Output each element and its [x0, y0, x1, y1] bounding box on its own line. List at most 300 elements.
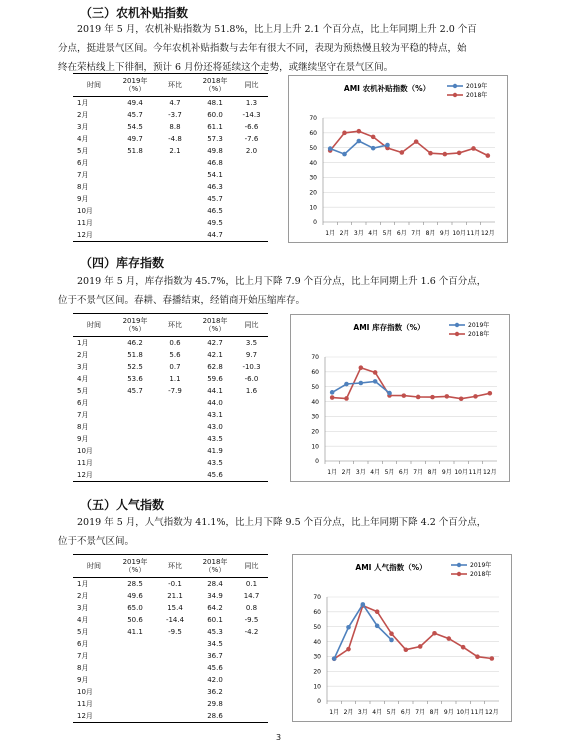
y-tick-label: 10: [311, 443, 319, 451]
x-tick-label: 7月: [411, 230, 422, 237]
table-cell: [155, 193, 195, 205]
table-cell: [155, 409, 195, 421]
table-row: [73, 205, 268, 217]
table-cell: 10月: [77, 447, 93, 455]
section-heading: （四）库存指数: [80, 256, 165, 270]
x-tick-label: 3月: [355, 469, 366, 476]
table-cell: 1.3: [245, 99, 258, 107]
table-cell: 46.8: [207, 159, 223, 167]
table-cell: [155, 217, 195, 229]
table-cell: 45.7: [127, 387, 143, 395]
legend-marker: [457, 572, 461, 576]
chart-frame: [290, 314, 510, 482]
x-tick-label: 8月: [425, 230, 436, 237]
table-row: [73, 217, 268, 229]
table-cell: 60.1: [207, 616, 223, 624]
table-row: [73, 638, 268, 650]
y-tick-label: 60: [311, 369, 319, 377]
table-cell: -0.1: [168, 580, 182, 588]
table-cell: [235, 397, 268, 409]
x-tick-label: 7月: [415, 709, 426, 716]
table-cell: [235, 686, 268, 698]
table-cell: 2月: [77, 111, 89, 119]
data-point: [373, 379, 378, 384]
data-point: [447, 636, 452, 641]
column-header: 2019年 （%）: [122, 317, 148, 333]
y-tick-label: 0: [317, 698, 321, 706]
table-cell: -6.0: [244, 375, 259, 383]
data-table: [73, 73, 268, 242]
table-cell: 46.2: [127, 339, 143, 347]
series-line: [334, 604, 391, 658]
x-tick-label: 10月: [452, 230, 466, 237]
data-point: [385, 143, 390, 148]
x-tick-label: 2月: [341, 469, 352, 476]
table-cell: 52.5: [127, 363, 143, 371]
table-cell: [235, 433, 268, 445]
legend-label: 2019年: [466, 83, 488, 91]
data-point: [375, 609, 380, 614]
section-paragraph: [58, 513, 518, 551]
table-cell: 4月: [77, 135, 89, 143]
table-cell: 28.5: [127, 580, 143, 588]
series-line: [330, 131, 488, 155]
table-cell: 6月: [77, 640, 89, 648]
table-cell: 51.8: [127, 147, 143, 155]
y-tick-label: 20: [313, 668, 321, 676]
column-header: 环比: [168, 321, 182, 329]
column-header: 时间: [87, 81, 101, 89]
data-point: [402, 393, 407, 398]
table-cell: 42.1: [207, 351, 223, 359]
chart-title: AMI 人气指数（%）: [355, 563, 427, 572]
table-row: [73, 590, 268, 602]
x-tick-label: 7月: [413, 469, 424, 476]
table-cell: 49.4: [127, 99, 143, 107]
y-tick-label: 60: [313, 609, 321, 617]
column-header: 2019年 （%）: [122, 558, 148, 574]
table-cell: 43.1: [207, 411, 223, 419]
table-cell: 5.6: [169, 351, 181, 359]
data-point: [443, 152, 448, 157]
x-tick-label: 11月: [468, 469, 483, 476]
table-cell: -6.6: [244, 123, 259, 131]
data-point: [414, 139, 419, 144]
table-cell: 8月: [77, 183, 89, 191]
table-cell: 8月: [77, 664, 89, 672]
table-cell: 11月: [77, 700, 93, 708]
table-cell: 43.5: [207, 435, 223, 443]
paragraph-line: 位于不景气区间。春耕、春播结束，经销商开始压缩库存。: [58, 295, 306, 306]
table-cell: 45.6: [207, 664, 223, 672]
table-cell: 1月: [77, 580, 89, 588]
paragraph-line: 2019 年 5 月，农机补贴指数为 51.8%，比上月上升 2.1 个百分点，比上年同期上升 2.0 个百: [77, 24, 477, 35]
table-cell: [155, 421, 195, 433]
table-row: [73, 686, 268, 698]
table-cell: 62.8: [207, 363, 223, 371]
x-tick-label: 4月: [370, 469, 381, 476]
table-header-row: [73, 74, 268, 97]
table-cell: [115, 205, 155, 217]
table-cell: -10.3: [242, 363, 261, 371]
table-cell: 28.4: [207, 580, 223, 588]
table-cell: 9月: [77, 435, 89, 443]
section-heading: （五）人气指数: [80, 498, 165, 512]
y-tick-label: 70: [311, 354, 319, 362]
table-cell: 49.7: [127, 135, 143, 143]
paragraph-line: 分点，挺进景气区间。今年农机补贴指数与去年有很大不同，表现为预热慢且较为平稳的特点，始: [58, 43, 467, 54]
table-cell: [115, 445, 155, 457]
table-row: [73, 181, 268, 193]
column-header: 时间: [87, 321, 101, 329]
table-cell: [115, 409, 155, 421]
table-cell: 54.1: [207, 171, 223, 179]
table-cell: 7月: [77, 411, 89, 419]
column-header: 时间: [87, 562, 101, 570]
table-cell: 7月: [77, 171, 89, 179]
y-tick-label: 10: [313, 683, 321, 691]
table-row: [73, 445, 268, 457]
table-cell: 1.6: [245, 387, 258, 395]
table-cell: [155, 181, 195, 193]
table-cell: 45.6: [207, 471, 223, 479]
table-cell: [115, 698, 155, 710]
x-tick-label: 1月: [329, 709, 340, 716]
table-cell: [115, 217, 155, 229]
x-tick-label: 12月: [483, 469, 497, 476]
y-tick-label: 0: [313, 219, 317, 227]
table-cell: 11月: [77, 219, 93, 227]
table-cell: 9月: [77, 195, 89, 203]
table-row: [73, 229, 268, 242]
data-point: [457, 151, 462, 156]
table-cell: 21.1: [167, 592, 183, 600]
table-cell: [155, 638, 195, 650]
data-point: [344, 396, 349, 401]
table-cell: -3.7: [168, 111, 182, 119]
table-cell: [155, 205, 195, 217]
table-cell: [235, 421, 268, 433]
table-cell: 4月: [77, 616, 89, 624]
table-row: [73, 469, 268, 482]
data-point: [400, 150, 405, 155]
table-cell: [115, 421, 155, 433]
table-cell: [115, 650, 155, 662]
table-cell: 5月: [77, 147, 89, 155]
chart-frame: [292, 554, 512, 722]
table-cell: 45.7: [207, 195, 223, 203]
table-cell: 46.3: [207, 183, 223, 191]
x-tick-label: 1月: [325, 230, 336, 237]
y-tick-label: 50: [313, 623, 321, 631]
table-cell: 6月: [77, 399, 89, 407]
table-cell: 1月: [77, 99, 89, 107]
column-header: 同比: [244, 321, 259, 329]
table-row: [73, 433, 268, 445]
legend-label: 2019年: [470, 562, 492, 570]
table-row: [73, 457, 268, 469]
table-cell: [155, 433, 195, 445]
table-cell: [235, 217, 268, 229]
table-cell: [155, 229, 195, 242]
data-point: [490, 656, 495, 661]
data-point: [342, 131, 347, 136]
table-cell: 6月: [77, 159, 89, 167]
column-header: 2018年 （%）: [202, 317, 228, 333]
table-cell: 61.1: [207, 123, 223, 131]
table-cell: 2月: [77, 351, 89, 359]
data-point: [346, 625, 351, 630]
table-cell: [235, 674, 268, 686]
table-cell: 28.6: [207, 712, 223, 720]
table-cell: 3月: [77, 123, 89, 131]
x-tick-label: 4月: [368, 230, 379, 237]
table-cell: [155, 457, 195, 469]
table-cell: 46.5: [207, 207, 223, 215]
table-cell: [155, 674, 195, 686]
table-cell: 49.6: [127, 592, 143, 600]
table-cell: 15.4: [167, 604, 183, 612]
table-cell: [235, 650, 268, 662]
y-tick-label: 30: [309, 174, 317, 182]
table-row: [73, 421, 268, 433]
table-cell: 4月: [77, 375, 89, 383]
legend-label: 2018年: [470, 571, 492, 579]
x-tick-label: 6月: [398, 469, 409, 476]
table-row: [73, 674, 268, 686]
paragraph-line: 2019 年 5 月，库存指数为 45.7%，比上月下降 7.9 个百分点，比上年同期上升 1.6 个百分点，: [77, 276, 487, 287]
table-cell: [155, 469, 195, 482]
table-cell: 8.8: [169, 123, 181, 131]
table-cell: 44.1: [207, 387, 223, 395]
table-cell: [235, 638, 268, 650]
table-cell: -14.4: [165, 616, 185, 624]
table-cell: [235, 193, 268, 205]
x-tick-label: 5月: [386, 709, 397, 716]
table-row: [73, 662, 268, 674]
table-cell: 2.0: [245, 147, 258, 155]
data-point: [330, 395, 335, 400]
x-tick-label: 1月: [327, 469, 338, 476]
y-tick-label: 70: [309, 115, 317, 123]
table-cell: 51.8: [127, 351, 143, 359]
table-cell: [155, 445, 195, 457]
table-header-row: [73, 314, 268, 337]
table-cell: [115, 710, 155, 723]
data-point: [344, 382, 349, 387]
table-cell: -4.2: [244, 628, 259, 636]
table-row: [73, 193, 268, 205]
x-tick-label: 6月: [400, 709, 411, 716]
table-cell: [115, 686, 155, 698]
table-cell: 44.7: [207, 231, 223, 239]
table-cell: [115, 181, 155, 193]
table-cell: 4.7: [169, 99, 181, 107]
data-point: [432, 631, 437, 636]
table-cell: [155, 698, 195, 710]
table-cell: 7月: [77, 652, 89, 660]
x-tick-label: 10月: [454, 469, 468, 476]
table-cell: 41.1: [127, 628, 143, 636]
table-cell: 1.1: [169, 375, 181, 383]
data-point: [418, 644, 423, 649]
column-header: 环比: [168, 81, 182, 89]
legend-label: 2019年: [468, 322, 490, 330]
table-cell: [235, 409, 268, 421]
table-row: [73, 698, 268, 710]
table-cell: [115, 662, 155, 674]
x-tick-label: 2月: [343, 709, 354, 716]
legend-marker: [455, 323, 459, 327]
table-cell: 49.5: [207, 219, 223, 227]
data-point: [430, 395, 435, 400]
data-point: [488, 391, 493, 396]
data-point: [359, 381, 364, 386]
x-tick-label: 5月: [384, 469, 395, 476]
table-cell: 45.3: [207, 628, 223, 636]
y-tick-label: 20: [311, 428, 319, 436]
legend-marker: [455, 332, 459, 336]
y-tick-label: 0: [315, 458, 319, 466]
data-point: [389, 638, 394, 643]
table-row: [73, 361, 268, 373]
column-header: 同比: [244, 562, 259, 570]
data-point: [459, 396, 464, 401]
table-cell: 64.2: [207, 604, 223, 612]
table-cell: [155, 650, 195, 662]
table-cell: 2月: [77, 592, 89, 600]
data-point: [375, 624, 380, 629]
data-point: [371, 135, 376, 140]
table-cell: 43.0: [207, 423, 223, 431]
x-tick-label: 2月: [339, 230, 350, 237]
table-row: [73, 650, 268, 662]
x-tick-label: 12月: [485, 709, 499, 716]
legend-marker: [453, 84, 457, 88]
table-cell: 54.5: [127, 123, 143, 131]
x-tick-label: 8月: [429, 709, 440, 716]
table-cell: 5月: [77, 628, 89, 636]
column-header: 2018年 （%）: [202, 558, 228, 574]
table-cell: 34.9: [207, 592, 223, 600]
y-tick-label: 10: [309, 204, 317, 212]
table-row: [73, 109, 268, 121]
table-cell: 0.7: [169, 363, 181, 371]
x-tick-label: 9月: [441, 469, 452, 476]
paragraph-line: 2019 年 5 月，人气指数为 41.1%，比上月下降 9.5 个百分点，比上年同期下降 4.2 个百分点，: [77, 517, 487, 528]
data-table: [73, 554, 268, 723]
table-row: [73, 397, 268, 409]
column-header: 2019年 （%）: [122, 77, 148, 93]
data-point: [328, 146, 333, 151]
data-point: [371, 146, 376, 151]
table-cell: [115, 397, 155, 409]
table-cell: 10月: [77, 688, 93, 696]
table-cell: [115, 469, 155, 482]
table-cell: [155, 662, 195, 674]
table-cell: 5月: [77, 387, 89, 395]
table-row: [73, 133, 268, 145]
x-tick-label: 9月: [443, 709, 454, 716]
table-cell: [235, 710, 268, 723]
table-cell: 8月: [77, 423, 89, 431]
table-cell: 44.0: [207, 399, 223, 407]
table-cell: [115, 457, 155, 469]
y-tick-label: 40: [313, 638, 321, 646]
table-row: [73, 97, 268, 110]
column-header: 2018年 （%）: [202, 77, 228, 93]
table-cell: 49.8: [207, 147, 223, 155]
table-cell: -7.9: [168, 387, 182, 395]
table-row: [73, 614, 268, 626]
table-cell: [235, 469, 268, 482]
table-cell: 34.5: [207, 640, 223, 648]
legend-marker: [453, 93, 457, 97]
table-cell: [115, 169, 155, 181]
data-point: [346, 647, 351, 652]
table-cell: [155, 169, 195, 181]
table-cell: [115, 433, 155, 445]
table-cell: 53.6: [127, 375, 143, 383]
table-cell: 60.0: [207, 111, 223, 119]
table-cell: 36.2: [207, 688, 223, 696]
data-point: [404, 647, 409, 652]
table-cell: [235, 157, 268, 169]
table-cell: -14.3: [242, 111, 261, 119]
data-point: [357, 129, 362, 134]
table-cell: 9月: [77, 676, 89, 684]
chart-title: AMI 农机补贴指数（%）: [343, 84, 431, 93]
y-tick-label: 60: [309, 130, 317, 138]
table-cell: [155, 397, 195, 409]
x-tick-label: 3月: [357, 709, 368, 716]
y-tick-label: 30: [311, 413, 319, 421]
section-heading: （三）农机补贴指数: [80, 6, 189, 20]
table-row: [73, 602, 268, 614]
data-table: [73, 313, 268, 482]
table-cell: -9.5: [244, 616, 259, 624]
table-cell: 41.9: [207, 447, 223, 455]
data-point: [330, 390, 335, 395]
x-tick-label: 9月: [439, 230, 450, 237]
table-cell: 43.5: [207, 459, 223, 467]
table-row: [73, 349, 268, 361]
data-point: [389, 631, 394, 636]
table-cell: [115, 157, 155, 169]
table-cell: -9.5: [168, 628, 182, 636]
y-tick-label: 50: [311, 383, 319, 391]
data-point: [471, 146, 476, 151]
table-cell: [235, 169, 268, 181]
data-point: [359, 365, 364, 370]
table-cell: 65.0: [127, 604, 143, 612]
y-tick-label: 40: [309, 159, 317, 167]
table-cell: 1月: [77, 339, 89, 347]
table-cell: 12月: [77, 471, 93, 479]
table-row: [73, 578, 268, 591]
table-cell: 0.6: [169, 339, 181, 347]
table-cell: 42.0: [207, 676, 223, 684]
table-cell: [155, 157, 195, 169]
data-point: [332, 656, 337, 661]
data-point: [461, 645, 466, 650]
table-header-row: [73, 555, 268, 578]
table-row: [73, 409, 268, 421]
data-point: [361, 602, 366, 607]
paragraph-line: 终在荣枯线上下徘徊，预计 6 月份还将延续这个走势，或继续坚守在景气区间。: [58, 62, 394, 73]
table-row: [73, 385, 268, 397]
table-cell: [235, 205, 268, 217]
